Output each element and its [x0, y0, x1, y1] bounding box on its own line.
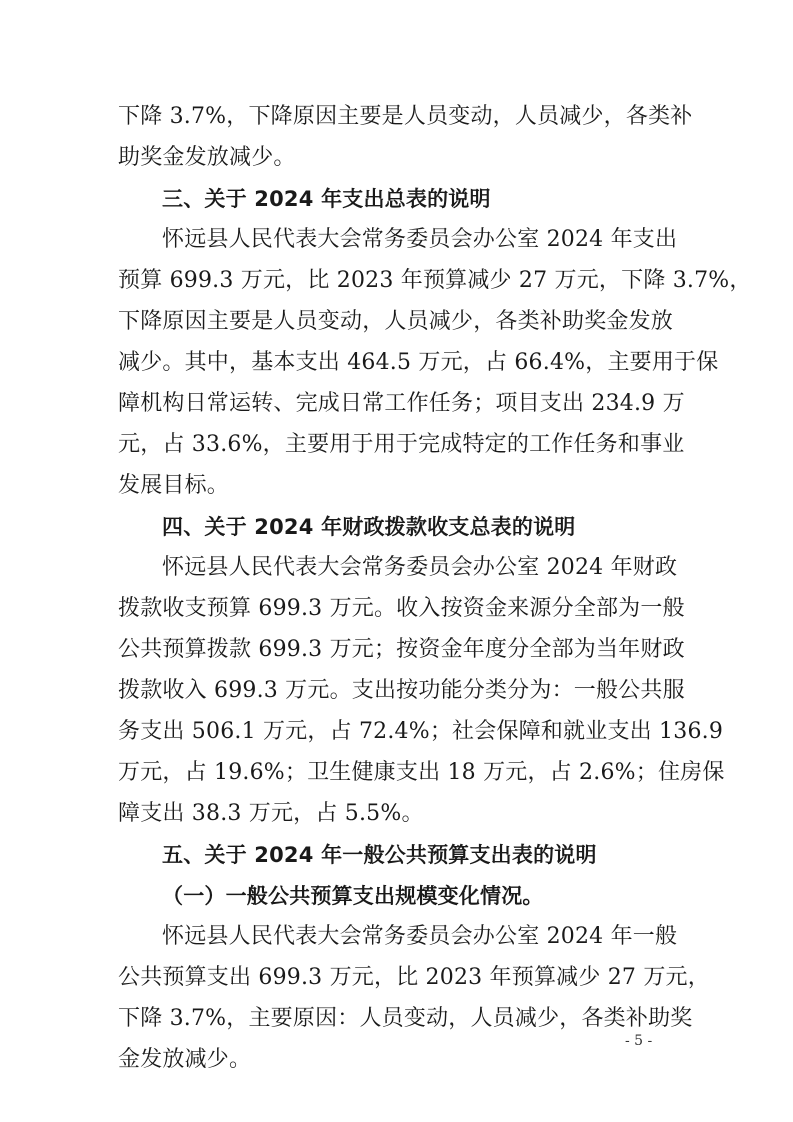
paragraph-line: 拨款收入 699.3 万元。支出按功能分类分为：一般公共服: [118, 678, 685, 703]
paragraph-line: 下降原因主要是人员变动，人员减少，各类补助奖金发放: [118, 309, 674, 334]
paragraph-line: 障支出 38.3 万元，占 5.5%。: [118, 801, 424, 826]
paragraph-line: 元，占 33.6%，主要用于用于完成特定的工作任务和事业: [118, 432, 685, 457]
paragraph-line: 务支出 506.1 万元，占 72.4%；社会保障和就业支出 136.9: [118, 719, 724, 744]
subsection-heading: （一）一般公共预算支出规模变化情况。: [162, 884, 544, 908]
paragraph-line: 障机构日常运转、完成日常工作任务；项目支出 234.9 万: [118, 391, 685, 416]
section-heading-4: 四、关于 2024 年财政拨款收支总表的说明: [162, 515, 576, 539]
paragraph-line: 下降 3.7%，下降原因主要是人员变动，人员减少，各类补: [118, 104, 693, 129]
paragraph-line: 怀远县人民代表大会常务委员会办公室 2024 年支出: [162, 227, 678, 252]
page-number: - 5 -: [625, 1033, 653, 1049]
paragraph-line: 拨款收支预算 699.3 万元。收入按资金来源分全部为一般: [118, 596, 685, 621]
section-heading-3: 三、关于 2024 年支出总表的说明: [162, 187, 491, 211]
paragraph-line: 预算 699.3 万元，比 2023 年预算减少 27 万元，下降 3.7%，: [118, 268, 752, 293]
section-heading-5: 五、关于 2024 年一般公共预算支出表的说明: [162, 843, 597, 867]
paragraph-line: 发展目标。: [118, 473, 230, 498]
paragraph-line: 万元，占 19.6%；卫生健康支出 18 万元，占 2.6%；住房保: [118, 760, 725, 785]
paragraph-line: 怀远县人民代表大会常务委员会办公室 2024 年一般: [162, 924, 678, 949]
paragraph-line: 减少。其中，基本支出 464.5 万元，占 66.4%，主要用于保: [118, 350, 719, 375]
paragraph-line: 公共预算支出 699.3 万元，比 2023 年预算减少 27 万元，: [118, 965, 710, 990]
paragraph-line: 公共预算拨款 699.3 万元；按资金年度分全部为当年财政: [118, 637, 685, 662]
paragraph-line: 下降 3.7%，主要原因：人员变动，人员减少，各类补助奖: [118, 1006, 693, 1031]
paragraph-line: 怀远县人民代表大会常务委员会办公室 2024 年财政: [162, 555, 678, 580]
paragraph-line: 助奖金发放减少。: [118, 145, 296, 170]
paragraph-line: 金发放减少。: [118, 1047, 252, 1072]
